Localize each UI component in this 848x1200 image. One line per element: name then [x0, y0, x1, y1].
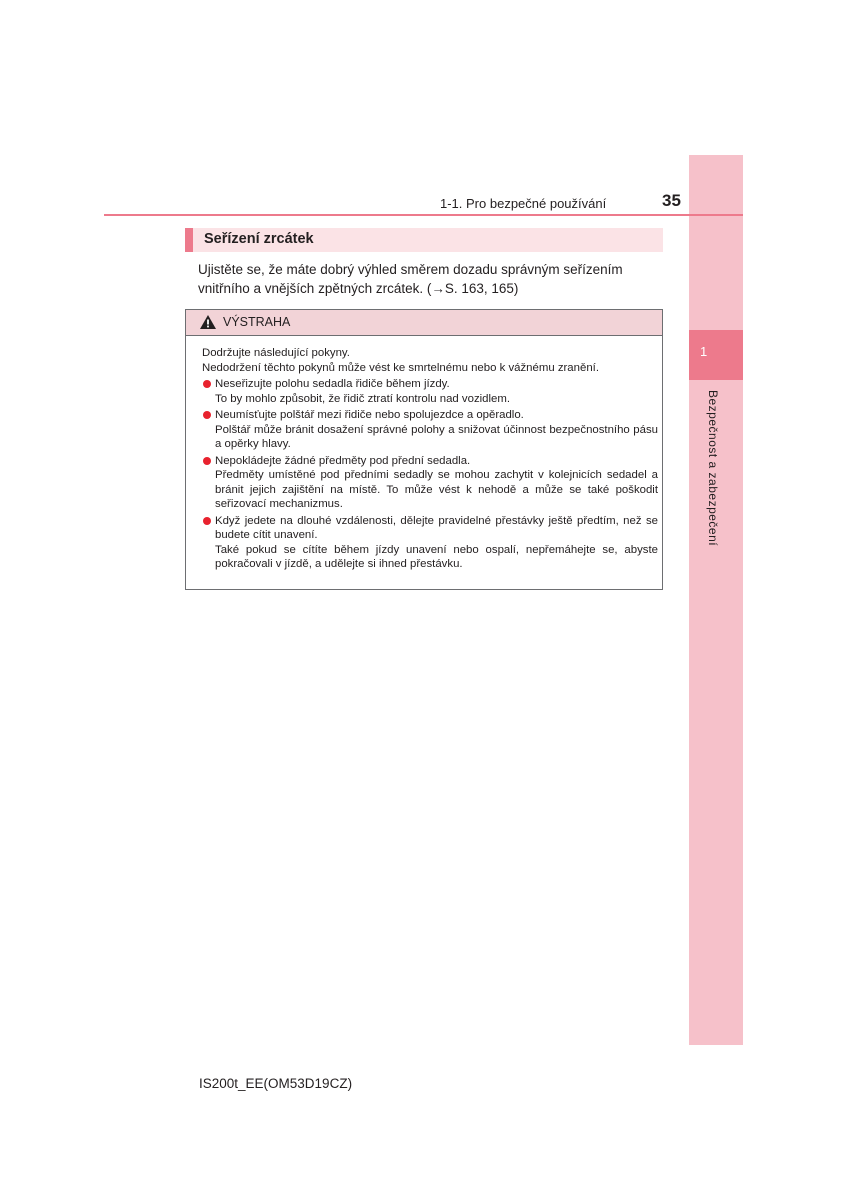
- warning-item: Když jedete na dlouhé vzdálenosti, dělejte pravidelné přestávky ještě předtím, než se budete cítit unavení. Také pokud se cítíte během jízdy unavení nebo ospalí, nepřemáhejte se, abyste pokračovali v jízdě, a udělejte si ihned přestávku.: [202, 514, 658, 572]
- bullet-dot-icon: [203, 517, 211, 525]
- warning-box: [185, 309, 663, 590]
- chapter-number: 1: [700, 344, 708, 359]
- warning-header: [186, 310, 662, 336]
- header-divider: [104, 214, 743, 216]
- bullet-dot-icon: [203, 411, 211, 419]
- section-breadcrumb: 1-1. Pro bezpečné používání: [440, 196, 607, 211]
- page-number: 35: [662, 191, 681, 210]
- warning-title: VÝSTRAHA: [223, 315, 291, 329]
- warning-triangle-icon: [199, 314, 217, 330]
- warning-item: Neseřizujte polohu sedadla řidiče během jízdy. To by mohlo způsobit, že řidič ztratí kontrolu nad vozidlem.: [202, 377, 658, 406]
- warning-body: [202, 346, 658, 572]
- chapter-title: Bezpečnost a zabezpečení: [706, 390, 720, 547]
- section-heading: Seřízení zrcátek: [204, 231, 314, 247]
- bullet-dot-icon: [203, 380, 211, 388]
- intro-paragraph: Ujistěte se, že máte dobrý výhled směrem dozadu správným seřízením vnitřního a vnějších zpětných zrcátek. (→S. 163, 165): [198, 262, 623, 296]
- warning-item: Nepokládejte žádné předměty pod přední sedadla. Předměty umístěné pod předními sedadly se mohou zachytit v kolejnicích sedadel a bránit jejich zajištění na místě. To může vést k nehodě a může se také poškodit seřizovací mechanizmus.: [202, 454, 658, 512]
- bullet-dot-icon: [203, 457, 211, 465]
- warning-lead-1: Dodržujte následující pokyny.: [202, 347, 350, 359]
- section-heading-bar: [185, 228, 663, 252]
- chapter-tab-active[interactable]: [689, 330, 743, 380]
- side-chapter-tab: [689, 155, 743, 1045]
- document-code: IS200t_EE(OM53D19CZ): [199, 1076, 353, 1091]
- warning-item: Neumísťujte polštář mezi řidiče nebo spolujezdce a opěradlo. Polštář může bránit dosažení správné polohy a snižovat účinnost bezpečnostního pásu a opěrky hlavy.: [202, 408, 658, 452]
- warning-lead-2: Nedodržení těchto pokynů může vést ke smrtelnému nebo k vážnému zranění.: [202, 361, 599, 374]
